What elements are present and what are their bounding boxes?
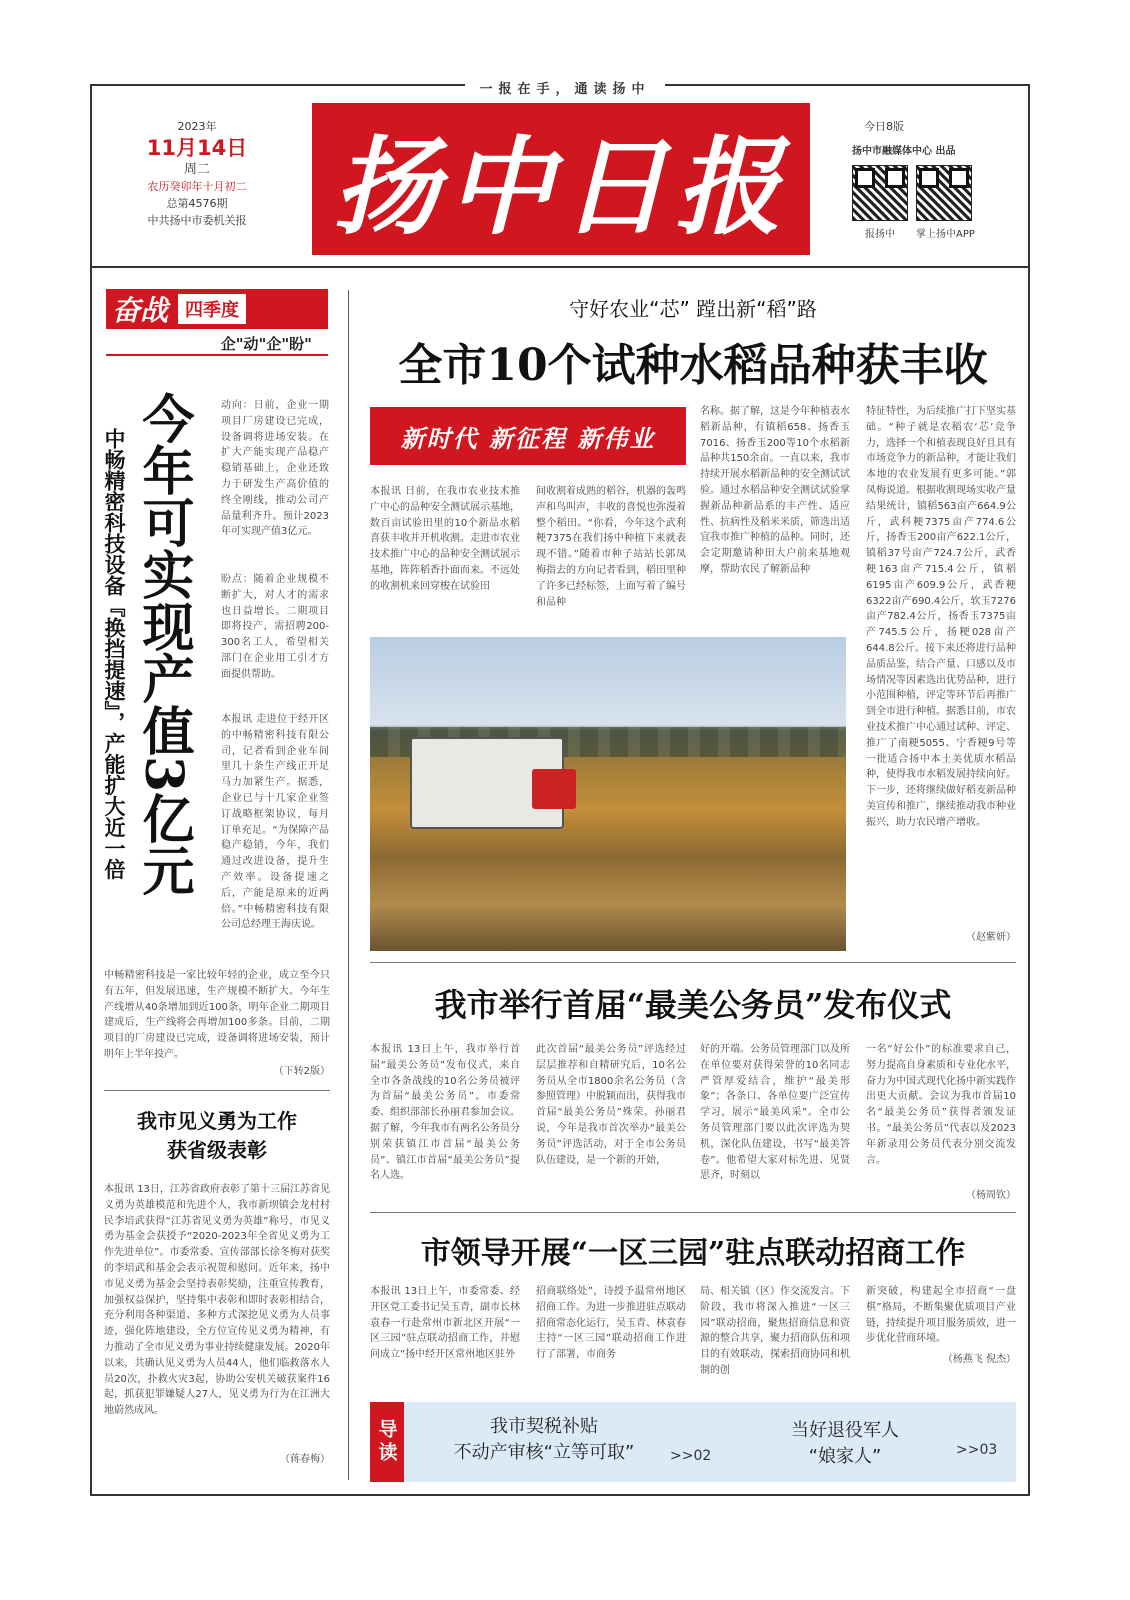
lead-divider	[370, 962, 1016, 963]
harvest-photo	[370, 637, 846, 951]
era-banner: 新时代 新征程 新伟业	[370, 407, 686, 465]
civil-col4: 一名“好公仆”的标准要求自己，努力提高自身素质和专业化水平，奋力为中国式现代化扬中新实践作出更大贡献。会议为我市首届10名“最美公务员”获得者颁发证书。“最美公务员”代表以及2023年新录用公务员代表分别交流发言。	[866, 1044, 1016, 1166]
guide-box	[370, 1402, 1016, 1482]
investment-headline[interactable]: 市领导开展“一区三园”驻点联动招商工作	[420, 1236, 966, 1271]
date-block	[122, 118, 272, 229]
guide-tag: 导读	[370, 1402, 404, 1482]
banner-sub: 企"动"企"盼"	[106, 329, 328, 356]
investment-col3: 局、相关镇（区）作交流发言。下阶段，我市将深入推进“一区三园”联动招商，聚焦招商信息和资源的整合共享，聚力招商队伍和项目的有效联动，探索招商协同和机制的创	[700, 1286, 850, 1376]
lead-col4: 特征特性，为后续推广打下坚实基础。“种子就是农稻农‘芯’竞争力，选择一个和植表现良好且具有市场竞争力的新品种，才能让我们本地的农业发展有更多可能。”郭凤梅说道。根据收割现场实收产量结果统计，镇稻563亩产664.9公斤，武科粳7375亩产774.6公斤，扬香玉200亩产622.1公斤，镇稻37号亩产724.7公斤，武香粳163亩产715.4公斤，镇稻6195亩产609.9公斤，武香粳6322亩产690.4公斤，软玉7276亩产782.4公斤，扬香玉7375亩产745.5公斤，扬粳028亩产644.8公斤。接下来还将进行品种品质品鉴，结合产量、口感以及市场情况等因素选出优势品种，进行小范围种植，评定等环节后再推广到全市进行种植。据悉目前，市农业技术推广中心通过试种、评定、推广了南粳5055、宁香粳9号等一批适合扬中本土美优质水稻品种，使得我市水稻发展持续向好。下一步，还将继续做好稻麦新品种美宣传和推广，继续推动我市种业振兴，助力农民增产增收。	[866, 406, 1016, 828]
masthead-slogan: 一报在手，通读扬中	[0, 78, 1130, 97]
heroic-headline-line1[interactable]: 我市见义勇为工作	[137, 1109, 297, 1133]
qr-code-icon[interactable]	[852, 165, 908, 221]
civil-divider	[370, 1212, 1016, 1213]
left-dongtai-text: 动向：日前，企业一期项目厂房建设已完成，设备调将进场安装。在扩大产能实现产品稳产稳销基础上，企业还致力于研发生产高价值的终全刚线，推动公司产品量利齐升。预计2023年可实现产值3亿元。	[221, 400, 329, 538]
column-divider	[348, 290, 349, 1480]
lead-headline[interactable]: 全市10个试种水稻品种获丰收	[398, 340, 988, 391]
civil-byline: （杨周钦）	[966, 1190, 1016, 1201]
left-sub-headline[interactable]: 中畅精密科技设备『换挡提速』，产能扩大近一倍	[102, 428, 126, 880]
lead-col1: 本报讯 日前，在我市农业技术推广中心的品种安全测试展示基地，数百亩试验田里的10个新品水稻喜获丰收并开机收割。走进市农业技术推广中心的品种安全测试展示基地，阵阵稻香扑面而来。不远处的收割机来回穿梭在试验田	[370, 486, 520, 592]
date-weekday: 周二	[183, 162, 210, 177]
lead-col3: 名称。据了解，这是今年种植表水稻新品种，有镇稻658、扬香玉7016、扬香玉200等10个水稻新品种共150余亩。一直以来，我市持续开展水稻新品种的安全测试试验。通过水稻品种安全测试试验掌握新品种新品系的丰产性、适应性、抗病性及稻米米质，筛选出适宜我市推广种植的品种。同时，还会定期邀请种田大户前来基地观摩，帮助农民了解新品种	[700, 406, 850, 575]
guide-item-2[interactable]: 当好退役军人 “娘家人”	[791, 1420, 899, 1467]
left-tail-ref[interactable]: （下转2版）	[273, 1066, 330, 1077]
left-main-text: 本报讯 走进位于经开区的中畅精密科技有限公司，记者看到企业车间里几十条生产线正开足马力加紧生产。据悉，企业已与十几家企业签订战略框架协议，每月订单充足。“为保障产品稳产稳销，今年，我们通过改进设备，提升生产效率。设备提速之后，产能是原来的近两倍。”中畅精密科技有限公司总经理王海庆说。	[221, 714, 329, 931]
left-divider	[104, 1090, 330, 1091]
lead-col2: 间收割着成熟的稻谷，机器的轰鸣声和鸟叫声，丰收的喜悦也弥漫着整个稻田。“你看，今年这个武利粳7375在我们扬中种植下来就表现不错。”随着市种子站站长郭凤梅指去的方向记者看到，稻田里种了许多已经标签，上面写着了编号和品种	[536, 486, 686, 608]
date-day: 11月14日	[146, 136, 248, 160]
harvester-icon	[410, 737, 564, 829]
heroic-headline-line2[interactable]: 获省级表彰	[167, 1138, 267, 1162]
masthead-rule	[90, 266, 1030, 268]
masthead-title: 扬中日报	[312, 103, 810, 255]
civil-col3: 好的开端。公务员管理部门以及所在单位要对获得荣誉的10名同志严管厚爱结合，维护“最美形象”；各条口、各单位要广泛宣传学习，展示“最美风采”。全市公务员管理部门要以此次评选为契机，深化队伍建设，书写“最美答卷”。他希望大家对标先进、见贤思齐，时刻以	[700, 1044, 850, 1182]
right-info-block	[852, 118, 992, 240]
investment-col1: 本报讯 13日上午，市委常委、经开区党工委书记吴玉青，副市长林袁春一行赴常州市新北区开展“一区三园”驻点联动招商工作，并慰问成立“扬中经开区常州地区驻外	[370, 1286, 520, 1361]
heroic-byline: （蒋春梅）	[280, 1454, 330, 1465]
sponsor: 中共扬中市委机关报	[147, 214, 247, 227]
civil-col2: 此次首届“最美公务员”评选经过层层推荐和自精研究后，10名公务员从全市1800余名公务员（含参照管理）中脱颖而出，获得我市首届“最美公务员”殊荣。孙丽君说，今年是我市首次举办“最美公务员”评选活动，对于全市公务员队伍建设，是一个新的开始，	[536, 1044, 686, 1166]
investment-col4: 新突破，构建起全市招商“一盘棋”格局，不断集聚优质项目产业链，持续提升项目服务质效，进一步优化营商环境。	[866, 1286, 1016, 1345]
issue-number: 总第4576期	[166, 197, 228, 210]
left-main-headline[interactable]: 今年可实现产值3亿元	[133, 392, 194, 897]
date-lunar: 农历癸卯年十月初二	[147, 180, 247, 193]
guide-item-2-page[interactable]: >>03	[956, 1442, 998, 1458]
lead-kicker: 守好农业“芯” 蹚出新“稻”路	[569, 297, 817, 321]
investment-byline: （杨燕飞 倪杰）	[942, 1354, 1016, 1365]
pages-today: 今日8版	[864, 120, 904, 133]
left-tail-text: 中畅精密科技是一家比较年轻的企业，成立至今只有五年，但发展迅速，生产规模不断扩大。今年生产线增从40条增加到近100条，明年企业二期项目建成后，生产线将会再增加100多条。目前，二期项目的厂房建设已完成，设备调将进场安装，预计明年上半年投产。	[104, 970, 330, 1060]
guide-item-1[interactable]: 我市契税补贴 不动产审核“立等可取”	[453, 1416, 635, 1463]
heroic-body: 本报讯 13日，江苏省政府表彰了第十三届江苏省见义勇为英雄模范和先进个人，我市新坝镇会龙村村民李培武获得“江苏省见义勇为英雄”称号，市见义勇为基金会获授予“2020-2023年全省见义勇为工作先进单位”。市委常委、宣传部部长徐冬梅对获奖的李培武和基金会表示祝贺和慰问。近年来，扬中市见义勇为基金会坚持表彰奖励，注重宣传教育，加强权益保护，坚持集中表彰和即时表彰相结合，充分利用各种渠道、多种方式深挖见义勇为人员事迹，强化阵地建设，全方位宣传见义勇为精神，有力推动了全市见义勇为事业持续健康发展。2020年以来，共确认见义勇为人员44人，他们临救落水人员20次，扑救火灾3起，协助公安机关破获案件16起，抓获犯罪嫌疑人27人，见义勇为行为在江洲大地蔚然成风。	[104, 1184, 330, 1417]
qr2-label: 掌上扬中APP	[916, 229, 975, 240]
banner-season: 四季度	[178, 294, 246, 324]
civil-headline[interactable]: 我市举行首届“最美公务员”发布仪式	[434, 986, 952, 1024]
publisher: 扬中市融媒体中心 出品	[852, 146, 956, 157]
date-year: 2023年	[177, 120, 217, 133]
lead-byline: （赵紫妍）	[966, 932, 1016, 943]
qr-code-icon[interactable]	[916, 165, 972, 221]
column-banner	[106, 289, 328, 353]
guide-item-1-page[interactable]: >>02	[670, 1448, 712, 1464]
qr1-label: 报扬中	[865, 229, 895, 240]
investment-col2: 招商联络处”，诗授予温常州地区招商工作。为进一步推进驻点联动招商常态化运行，吴玉青、林袁春主持“一区三园”联动招商工作进行了部署，市商务	[536, 1286, 686, 1361]
banner-main: 奋战	[112, 294, 169, 327]
civil-col1: 本报讯 13日上午，我市举行首届“最美公务员”发布仪式，来自全市各条战线的10名公务员被评为首届“最美公务员”。市委常委、组织部部长孙丽君参加会议。据了解，今年我市有两名公务员分别荣获镇江市首届“最美公务员”、镇江市首届“最美公务员”提名人选。	[370, 1044, 520, 1182]
left-pandian-text: 盼点：随着企业规模不断扩大，对人才的需求也日益增长。二期项目即将投产，需招聘200-300名工人，希望相关部门在企业用工引才方面提供帮助。	[221, 574, 329, 680]
